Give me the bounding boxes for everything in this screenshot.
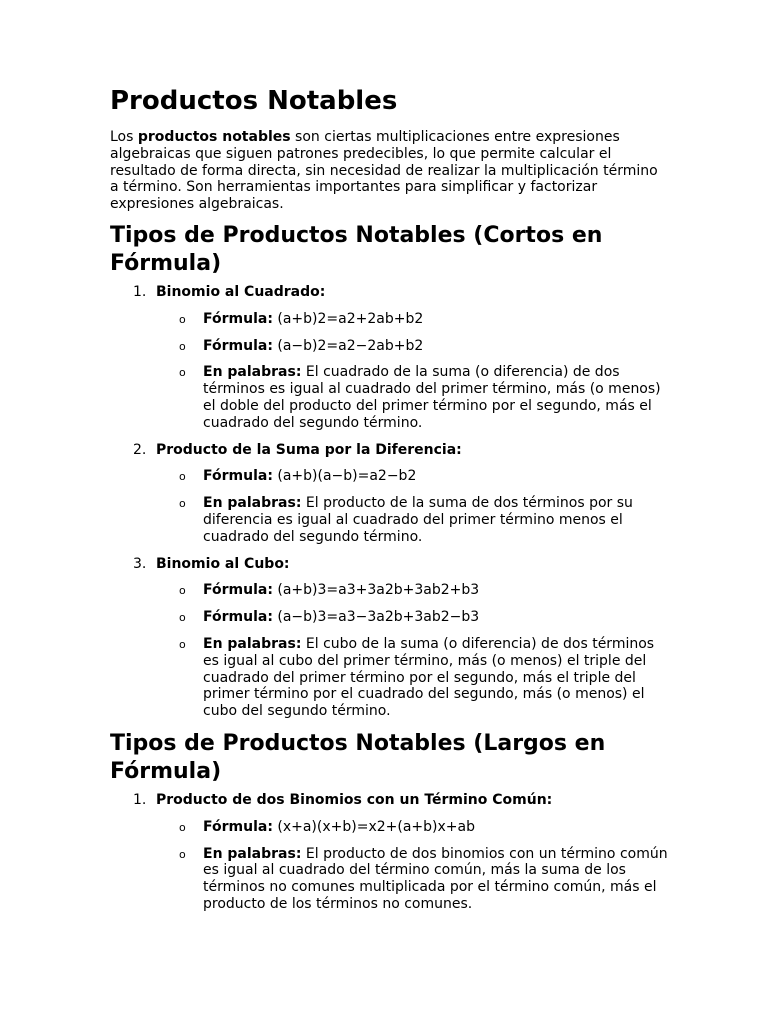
sub-list bbox=[156, 582, 668, 720]
list-number: 1. bbox=[133, 283, 147, 300]
item-title: Producto de dos Binomios con un Término Común: bbox=[156, 791, 553, 808]
sub-item-text: (a+b)2=a2+2ab+b2 bbox=[272, 310, 424, 327]
item-title: Binomio al Cuadrado: bbox=[156, 283, 326, 300]
bullet-circle-icon: o bbox=[179, 637, 186, 651]
sub-item-label: En palabras: bbox=[203, 635, 302, 652]
intro-bold-term: productos notables bbox=[137, 129, 291, 145]
sub-item-text: El producto de dos binomios con un término común es igual al cuadrado del término común, más la suma de los términos no comunes multiplicada por el término común, más el producto de los términos no comunes. bbox=[203, 845, 668, 912]
sub-item-label: Fórmula: bbox=[203, 609, 273, 626]
sub-list bbox=[156, 819, 668, 913]
list-number: 2. bbox=[133, 441, 147, 458]
sub-item-text: (x+a)(x+b)=x2+(a+b)x+ab bbox=[272, 818, 475, 835]
section-heading-cortos: Tipos de Productos Notables (Cortos en Fórmula) bbox=[110, 222, 603, 276]
list-item bbox=[110, 556, 668, 720]
sub-list-item bbox=[156, 364, 668, 431]
intro-text-rest: son ciertas multiplicaciones entre expresiones algebraicas que siguen patrones predecibles, lo que permite calcular el resultado de forma directa, sin necesidad de realizar la multiplicación término a término. Son herramientas importantes para simplificar y factorizar expresiones algebraicas. bbox=[110, 129, 658, 213]
sub-list-item bbox=[156, 609, 668, 626]
sub-list bbox=[156, 468, 668, 545]
ordered-list-cortos bbox=[110, 284, 668, 720]
page-title: Productos Notables bbox=[110, 86, 398, 116]
sub-list-item bbox=[156, 819, 668, 836]
list-number: 1. bbox=[133, 791, 147, 808]
list-item bbox=[110, 792, 668, 913]
bullet-circle-icon: o bbox=[179, 497, 186, 511]
sub-item-label: Fórmula: bbox=[203, 310, 273, 327]
sub-list-item bbox=[156, 468, 668, 485]
bullet-circle-icon: o bbox=[179, 820, 186, 834]
sub-list-item bbox=[156, 846, 668, 913]
list-item bbox=[110, 442, 668, 546]
sub-list bbox=[156, 311, 668, 432]
bullet-circle-icon: o bbox=[179, 366, 186, 380]
sub-item-text: El cuadrado de la suma (o diferencia) de dos términos es igual al cuadrado del primer término, más (o menos) el doble del producto del primer término por el segundo, más el cuadrado del segundo término. bbox=[203, 364, 661, 431]
sub-item-label: Fórmula: bbox=[203, 337, 273, 354]
sub-item-label: Fórmula: bbox=[203, 582, 273, 599]
sub-item-label: En palabras: bbox=[203, 495, 302, 512]
bullet-circle-icon: o bbox=[179, 611, 186, 625]
sub-item-label: Fórmula: bbox=[203, 468, 273, 485]
sub-list-item bbox=[156, 338, 668, 355]
sub-item-text: (a+b)3=a3+3a2b+3ab2+b3 bbox=[272, 582, 480, 599]
ordered-list-largos bbox=[110, 792, 668, 913]
sub-item-text: El producto de la suma de dos términos por su diferencia es igual al cuadrado del primer término menos el cuadrado del segundo término. bbox=[203, 495, 633, 545]
sub-item-text: (a+b)(a−b)=a2−b2 bbox=[272, 468, 417, 485]
sub-item-text: El cubo de la suma (o diferencia) de dos términos es igual al cubo del primer término, más (o menos) el triple del cuadrado del primer término por el segundo, más el triple del primer término por el cuadrado del segundo, más (o menos) el cubo del segundo término. bbox=[203, 635, 655, 720]
intro-paragraph bbox=[110, 129, 668, 213]
sub-item-label: En palabras: bbox=[203, 845, 302, 862]
sub-item-label: En palabras: bbox=[203, 364, 302, 381]
sub-item-label: Fórmula: bbox=[203, 818, 273, 835]
section-heading-largos: Tipos de Productos Notables (Largos en Fórmula) bbox=[110, 730, 606, 784]
bullet-circle-icon: o bbox=[179, 584, 186, 598]
sub-list-item bbox=[156, 636, 668, 720]
bullet-circle-icon: o bbox=[179, 339, 186, 353]
bullet-circle-icon: o bbox=[179, 847, 186, 861]
sub-item-text: (a−b)2=a2−2ab+b2 bbox=[272, 337, 424, 354]
sub-item-text: (a−b)3=a3−3a2b+3ab2−b3 bbox=[272, 609, 480, 626]
sub-list-item bbox=[156, 495, 668, 545]
intro-text-start: Los bbox=[110, 129, 138, 145]
sub-list-item bbox=[156, 311, 668, 328]
item-title: Producto de la Suma por la Diferencia: bbox=[156, 441, 462, 458]
bullet-circle-icon: o bbox=[179, 312, 186, 326]
bullet-circle-icon: o bbox=[179, 470, 186, 484]
sub-list-item bbox=[156, 582, 668, 599]
list-item bbox=[110, 284, 668, 432]
item-title: Binomio al Cubo: bbox=[156, 555, 290, 572]
list-number: 3. bbox=[133, 555, 147, 572]
